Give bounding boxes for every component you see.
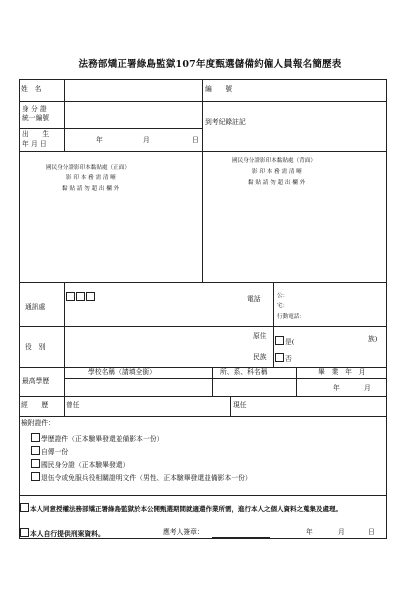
row-divider-number [202,101,387,102]
id-front-line2: 影 印 本 務 需 清 晰 [66,175,116,181]
id-paste-divider [202,151,203,282]
doc-label-3: 國民身分證（正本驗畢發還） [41,461,130,469]
id-label-line1: 身 分 證 [22,105,47,113]
sign-month: 月 [338,528,345,536]
postal-code-boxes[interactable] [66,285,96,304]
number-label: 編 號 [205,85,233,93]
ethnic-label: 民族 [253,353,267,361]
doc-checkbox-2[interactable] [31,446,40,455]
row-divider-service [19,326,387,327]
border-right [386,79,387,539]
consent-checkbox-1[interactable] [20,503,29,512]
row-divider-name [19,101,203,102]
aboriginal-yes-label: 是( [285,338,295,346]
doc-item-1[interactable] [31,433,163,444]
consent-text-2: 本人自行提供刑案資料。 [30,530,105,538]
label-col-divider [64,79,65,151]
birth-day: 日 [192,136,199,144]
sign-year: 年 [306,528,313,536]
dept-header: 所、系、科名稱 [220,368,268,376]
id-label-line2: 統一編號 [22,114,50,122]
birth-label-line1: 出 生 [22,130,50,138]
id-back-line1: 國民身分證影印本黏貼處（背面） [232,158,316,164]
phone-mobile: 行動電話： [277,314,305,320]
birth-year: 年 [96,136,103,144]
experience-mid-divider [230,396,231,416]
school-header: 學校名稱（請填全銜） [88,368,156,376]
docs-title: 檢附證件： [21,419,55,427]
phone-divider [273,282,274,367]
grad-header: 畢 業 年 月 [318,368,366,376]
grad-month: 月 [364,384,371,392]
doc-item-3[interactable] [31,459,129,470]
border-left [19,79,20,539]
id-front-line1: 國民身分證影印本黏貼處（正面） [46,165,130,171]
education-col-divider-1 [212,367,213,396]
birth-month: 月 [143,136,150,144]
previous-label: 曾任 [66,401,80,409]
record-label: 到考紀錄註記 [205,118,246,126]
phone-label: 電話 [247,295,261,303]
aboriginal-no-checkbox[interactable] [275,353,284,362]
consent-checkbox-2[interactable] [20,528,29,537]
consent-item-2[interactable] [20,528,105,539]
phone-office: 公： [277,293,289,299]
birth-label-line2: 年 月 日 [22,140,47,148]
education-col-divider-2 [296,367,297,396]
border-top [19,79,387,80]
name-label: 姓 名 [21,85,42,93]
aboriginal-yes-option[interactable] [275,336,294,347]
sign-day: 日 [368,528,375,536]
experience-label-divider [64,396,65,416]
phone-home: 宅： [277,303,289,309]
id-front-line3: 黏 貼 請 勿 超 出 欄 外 [62,186,120,192]
doc-checkbox-4[interactable] [31,472,40,481]
education-label: 最高學歷 [22,377,50,385]
aboriginal-yes-checkbox[interactable] [275,336,284,345]
doc-item-4[interactable] [31,472,252,483]
doc-item-2[interactable] [31,446,68,457]
aboriginal-tribe-label: 族) [368,335,378,343]
doc-label-4: 退伍令或免服兵役相關證明文件（男性、正本驗畢發還並備影本一份） [41,474,252,482]
consent-text-1: 本人同意授權法務部矯正署綠島監獄於本公開甄選期間就適還作業所需，進行本人之個人資料之蒐集及處理。 [30,505,342,513]
doc-label-2: 自傳一份 [41,448,69,456]
doc-label-1: 學歷證件（正本驗畢發還並備影本一份） [41,435,164,443]
row-divider-experience [19,396,387,397]
consent-item-1[interactable] [20,503,386,514]
id-back-line2: 影 印 本 務 需 清 晰 [252,169,302,175]
aboriginal-no-label: 否 [285,355,292,363]
experience-label: 經 歷 [21,401,49,409]
signature-label: 應考人簽章： [163,528,204,536]
service-label: 役 別 [25,343,46,351]
row-divider-id [19,128,203,129]
aboriginal-label: 原住 [253,332,267,340]
row-divider-address-top [19,282,387,283]
row-divider-birth [19,151,387,152]
doc-checkbox-1[interactable] [31,433,40,442]
education-header-divider [64,378,387,379]
signature-line[interactable] [212,537,270,538]
grad-year: 年 [333,384,340,392]
doc-checkbox-3[interactable] [31,459,40,468]
current-label: 現任 [233,401,247,409]
form-title: 法務部矯正署綠島監獄107年度甄選儲備約僱人員報名簡歷表 [78,59,342,70]
aboriginal-no-option[interactable] [275,353,292,364]
row-divider-docs [19,416,387,417]
middle-divider [202,79,203,151]
address-label: 通訊處 [25,303,46,311]
id-back-line3: 黏 貼 請 勿 超 出 欄 外 [248,180,306,186]
row-divider-consent [19,495,387,496]
